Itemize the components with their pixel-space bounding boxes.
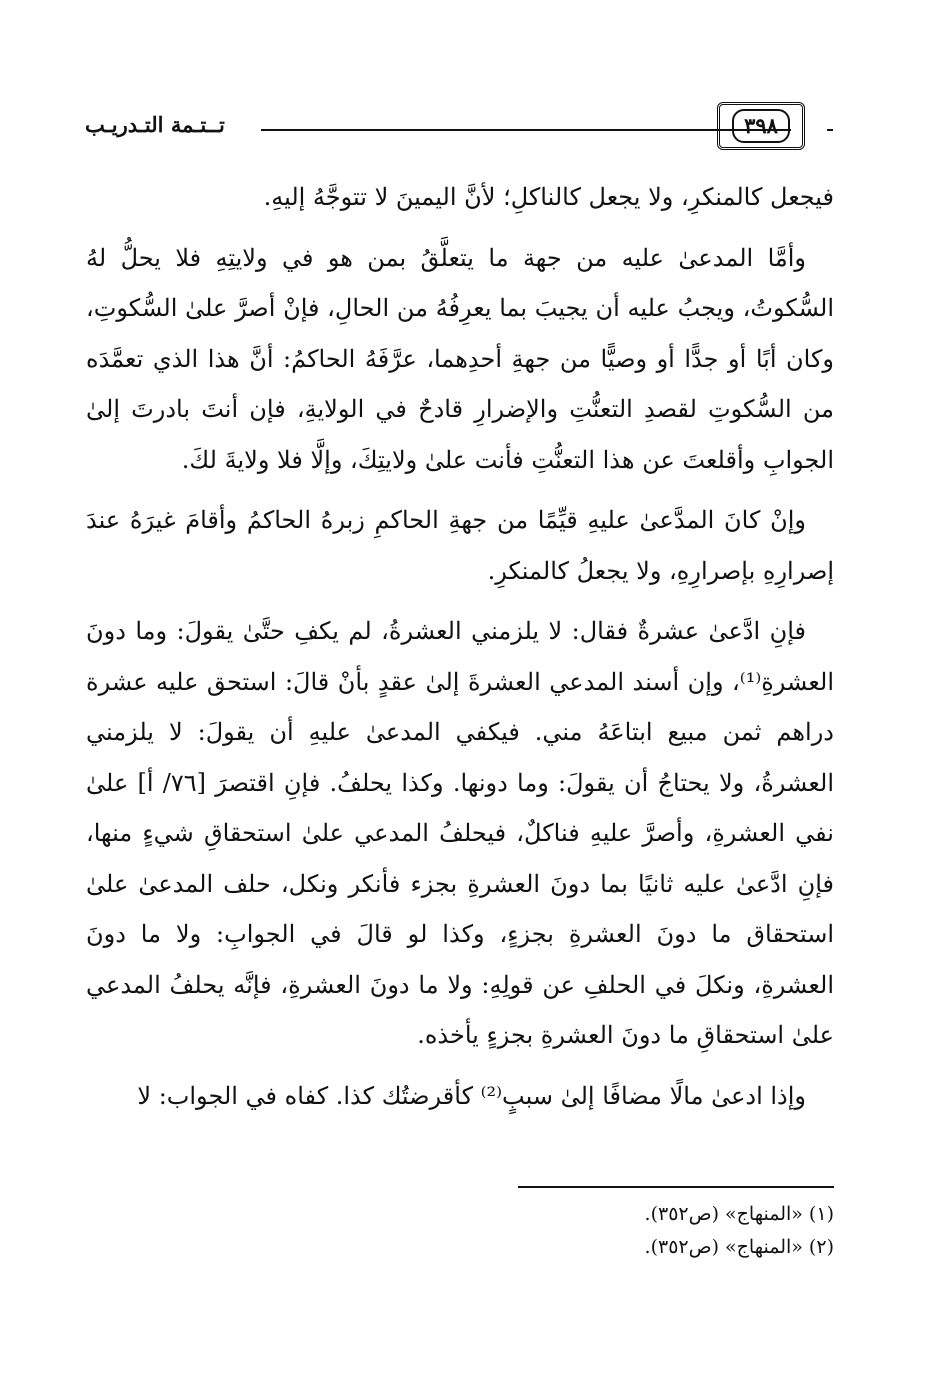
footnotes — [434, 1198, 834, 1264]
page-number: ٣٩٨ — [732, 109, 790, 143]
running-title: تــتـمة التـدريـب — [85, 112, 225, 137]
footnote-divider — [518, 1186, 834, 1188]
paragraph: وإذا ادعىٰ مالًا مضافًا إلىٰ سببٍ⁽²⁾ كأقرضتُك كذا. كفاه في الجواب: لا — [137, 1081, 806, 1110]
paragraph: فإنِ ادَّعىٰ عشرةٌ فقال: لا يلزمني العشرةُ، لم يكفِ حتَّىٰ يقولَ: وما دونَ العشرةِ⁽¹⁾، وإن أسند المدعي العشرةَ إلىٰ عقدٍ بأنْ قالَ: استحق عليه عشرة دراهم ثمن مبيع ابتاعَهُ مني. فيكفي المدعىٰ عليهِ أن يقولَ: لا يلزمني العشرةُ، ولا يحتاجُ أن يقولَ: وما دونها. وكذا يحلفُ. فإنِ اقتصرَ [٧٦/ أ] علىٰ نفي العشرةِ، وأصرَّ عليهِ فناكلٌ، فيحلفُ المدعي علىٰ استحقاقِ شيءٍ منها، فإنِ ادَّعىٰ عليه ثانيًا بما دونَ العشرةِ بجزء فأنكر ونكل، حلف المدعىٰ علىٰ استحقاق ما دونَ العشرةِ بجزءٍ، وكذا لو قالَ في الجوابِ: ولا ما دونَ العشرةِ، ونكلَ في الحلفِ عن قولِهِ: ولا ما دونَ العشرةِ، فإنَّه يحلفُ المدعي علىٰ استحقاقِ ما دونَ العشرةِ بجزءٍ يأخذه. — [86, 617, 834, 1049]
paragraph: فيجعل كالمنكرِ، ولا يجعل كالناكلِ؛ لأنَّ اليمينَ لا تتوجَّهُ إليهِ. — [263, 183, 834, 211]
footnote-1: (١) «المنهاج» (ص٣٥٢). — [644, 1203, 834, 1225]
page-number-frame — [717, 102, 805, 150]
footnote-2: (٢) «المنهاج» (ص٣٥٢). — [644, 1236, 834, 1258]
paragraph: وإنْ كانَ المدَّعىٰ عليهِ قيِّمًا من جهةِ الحاكمِ زبرهُ الحاكمُ وأقامَ غيرَهُ عندَ إصرارِهِ بإصرارِهِ، ولا يجعلُ كالمنكرِ. — [86, 506, 834, 585]
header-rule-right — [827, 129, 833, 131]
header-rule-left — [261, 129, 791, 131]
main-text — [86, 172, 834, 1172]
paragraph: وأمَّا المدعىٰ عليه من جهة ما يتعلَّقُ بمن هو في ولايتِهِ فلا يحلُّ لهُ السُّكوتُ، ويجبُ عليه أن يجيبَ بما يعرِفُهُ من الحالِ، فإنْ أصرَّ علىٰ السُّكوتِ، وكان أبًا أو جدًّا أو وصيًّا من جهةِ أحدِهما، عرَّفَهُ الحاكمُ: أنَّ هذا الذي تعمَّدَه من السُّكوتِ لقصدِ التعنُّتِ والإضرارِ قادحٌ في الولايةِ، فإن أنتَ بادرتَ إلىٰ الجوابِ وأقلعتَ عن هذا التعنُّتِ فأنت علىٰ ولايتِكَ، وإلَّا فلا ولايةَ لكَ. — [86, 243, 834, 474]
page-header — [85, 100, 833, 156]
